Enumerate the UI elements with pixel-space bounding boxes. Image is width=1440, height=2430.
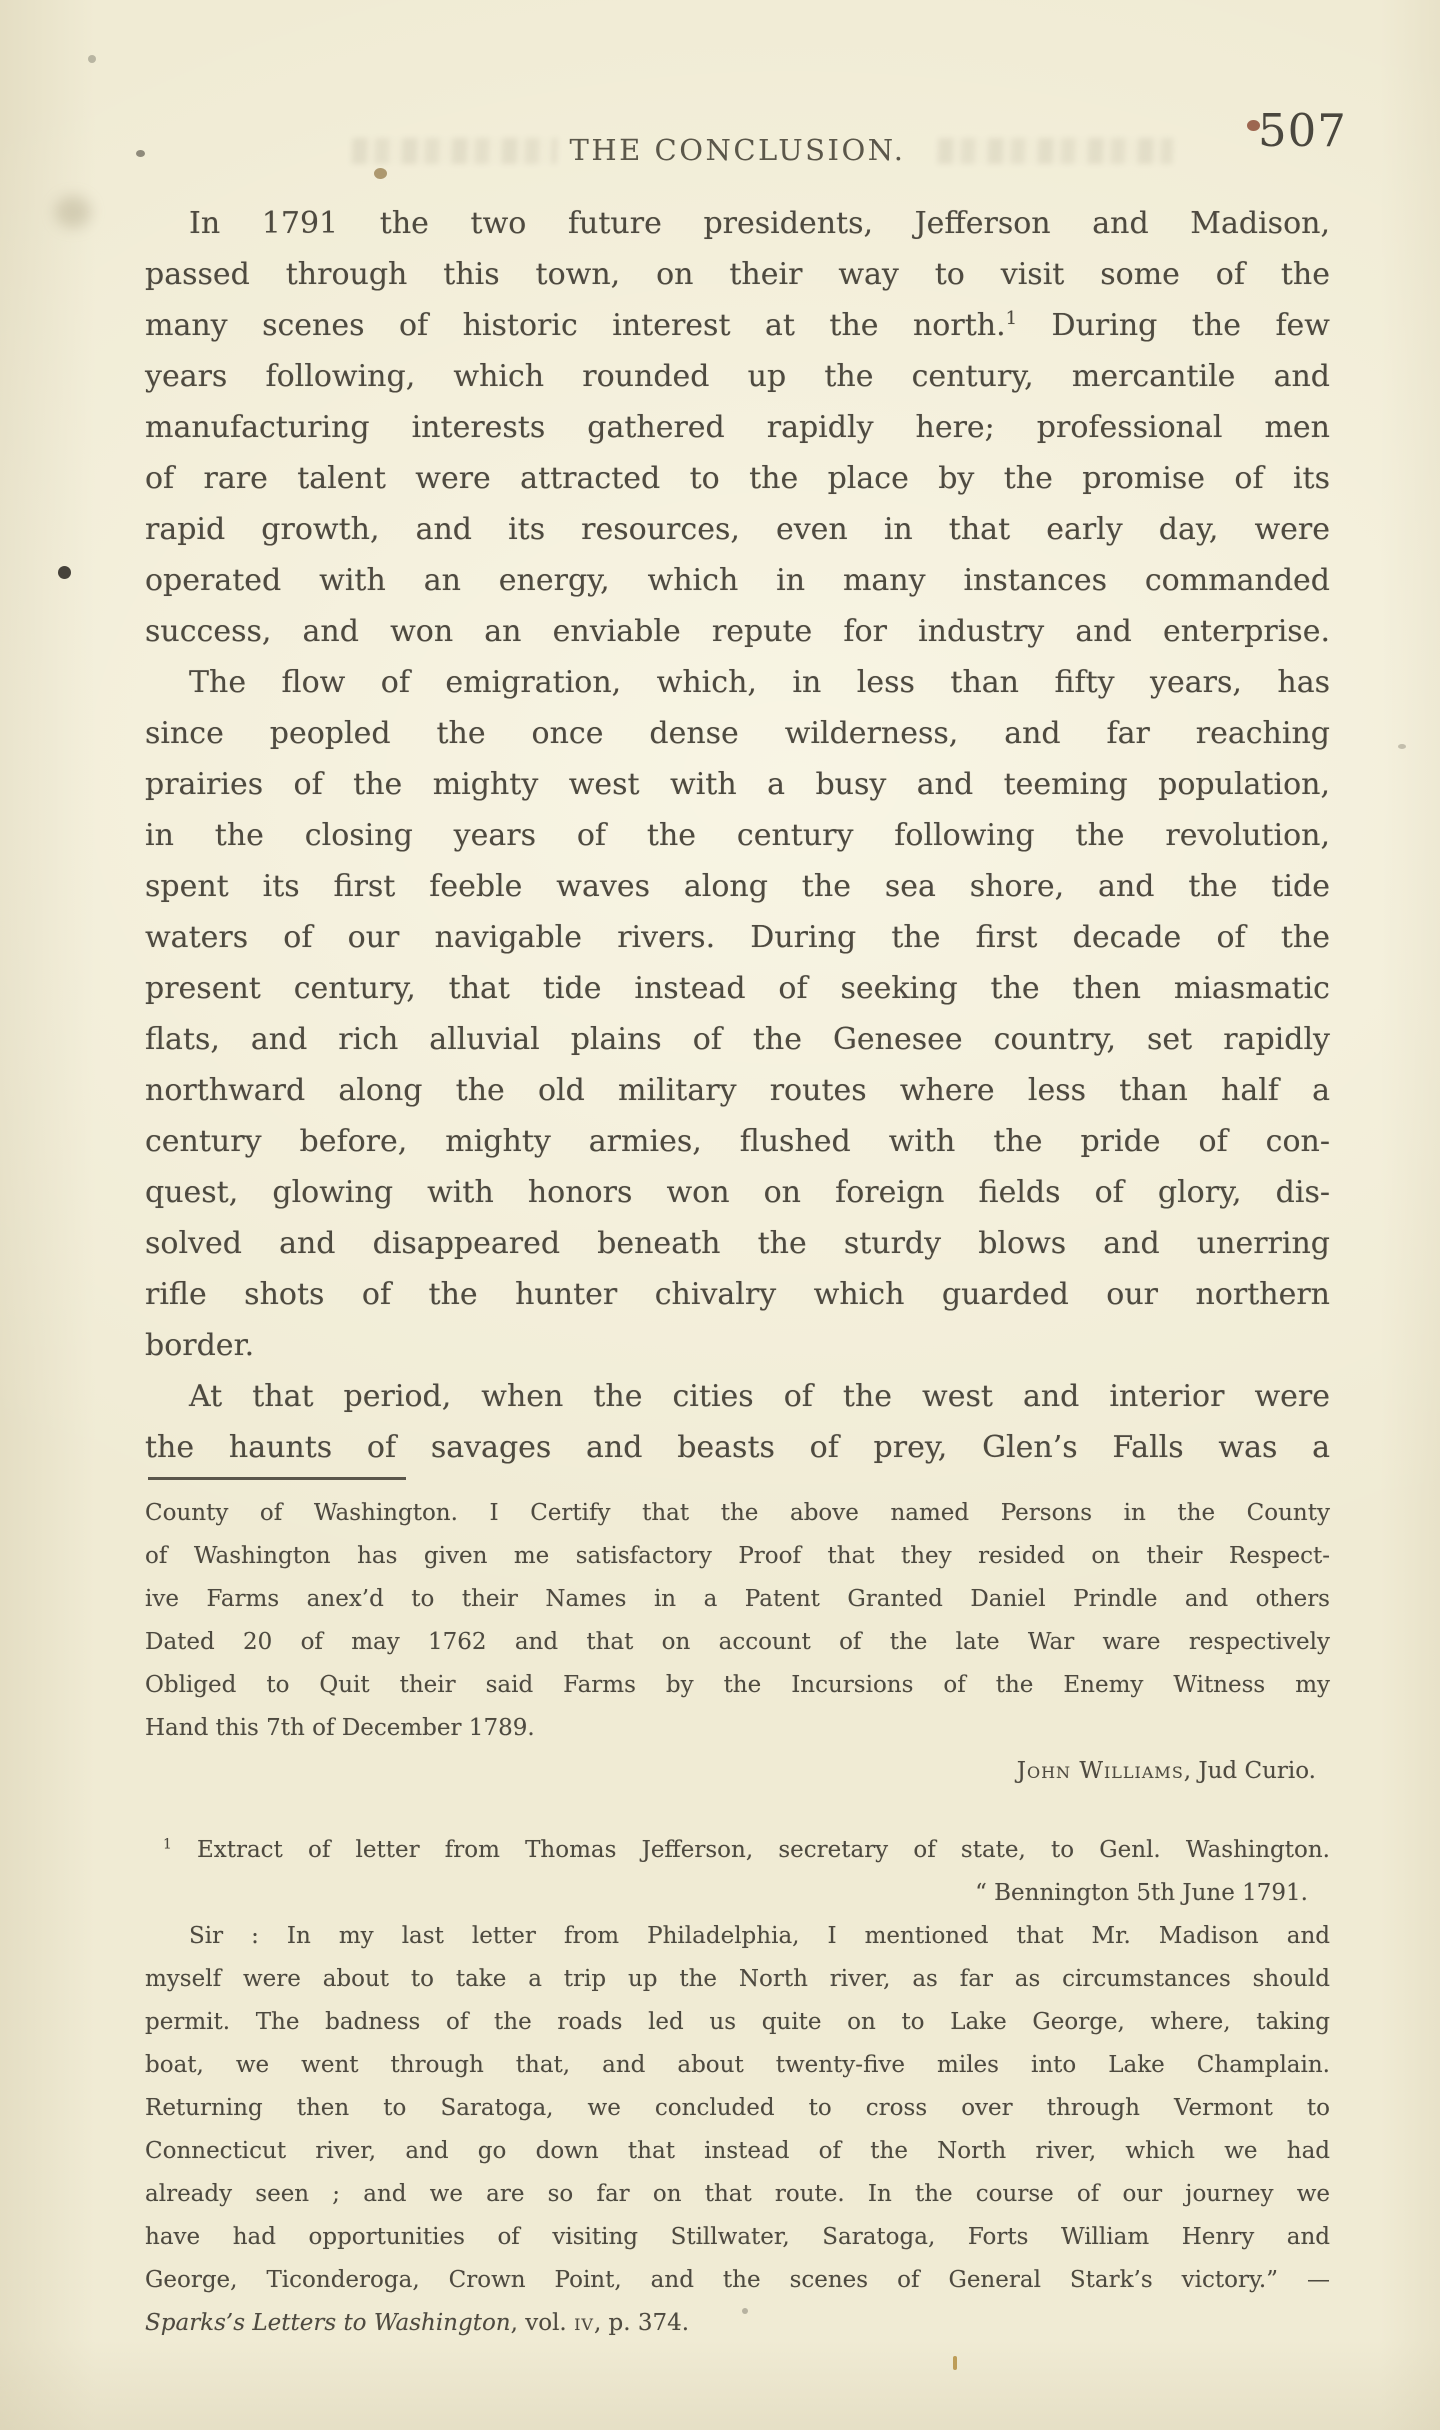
ink-speck bbox=[136, 150, 145, 157]
footnote-signature bbox=[145, 1750, 1330, 1793]
text-line: of Washington has given me satisfactory Proof that they resided on their Respect- bbox=[145, 1543, 1330, 1569]
ink-speck bbox=[88, 55, 96, 63]
text-segment: , p. 374. bbox=[593, 2310, 690, 2336]
text-line: rapid growth, and its resources, even in that early day, were bbox=[145, 512, 1330, 547]
footnote-1 bbox=[145, 1829, 1330, 2345]
source-citation bbox=[145, 2302, 1330, 2345]
text-line: Dated 20 of may 1762 and that on account of the late War ware respectively bbox=[145, 1629, 1330, 1655]
citation-title: Sparks’s Letters to Washington bbox=[145, 2310, 511, 2336]
text-line bbox=[145, 1829, 1330, 1872]
text-line: present century, that tide instead of seeking the then miasmatic bbox=[145, 971, 1330, 1006]
text-line: the haunts of savages and beasts of prey, Glen’s Falls was a bbox=[145, 1430, 1330, 1465]
text-line: waters of our navigable rivers. During the first decade of the bbox=[145, 920, 1330, 955]
text-segment: many scenes of historic interest at the north. bbox=[145, 308, 1006, 343]
text-line: have had opportunities of visiting Stillwater, Saratoga, Forts William Henry and bbox=[145, 2224, 1330, 2250]
text-line: since peopled the once dense wilderness, and far reaching bbox=[145, 716, 1330, 751]
ink-speck bbox=[58, 566, 71, 579]
text-line: of rare talent were attracted to the place by the promise of its bbox=[145, 461, 1330, 496]
footnote-gap bbox=[145, 1793, 1330, 1829]
text-line: passed through this town, on their way to visit some of the bbox=[145, 257, 1330, 292]
footnote-separator bbox=[148, 1477, 406, 1480]
text-line bbox=[145, 300, 1330, 351]
signature-title: , Jud Curio. bbox=[1183, 1758, 1316, 1784]
text-line: already seen ; and we are so far on that route. In the course of our journey we bbox=[145, 2181, 1330, 2207]
text-line: ive Farms anex’d to their Names in a Patent Granted Daniel Prindle and others bbox=[145, 1586, 1330, 1612]
paper-stain bbox=[55, 196, 91, 228]
text-line: northward along the old military routes where less than half a bbox=[145, 1073, 1330, 1108]
text-line: quest, glowing with honors won on foreign fields of glory, dis- bbox=[145, 1175, 1330, 1210]
footnote-reference: 1 bbox=[163, 1836, 172, 1853]
ink-speck bbox=[953, 2356, 957, 2370]
body-text bbox=[145, 198, 1330, 1473]
text-line: myself were about to take a trip up the North river, as far as circumstances should bbox=[145, 1966, 1330, 1992]
text-line: Hand this 7th of December 1789. bbox=[145, 1715, 535, 1741]
text-line: Sir : In my last letter from Philadelphia, I mentioned that Mr. Madison and bbox=[189, 1923, 1330, 1949]
text-line: In 1791 the two future presidents, Jefferson and Madison, bbox=[189, 206, 1330, 241]
footnotes-block bbox=[145, 1492, 1330, 2345]
text-line: in the closing years of the century following the revolution, bbox=[145, 818, 1330, 853]
signature-name: John Williams bbox=[1016, 1758, 1184, 1784]
text-line: spent its first feeble waves along the sea shore, and the tide bbox=[145, 869, 1330, 904]
footnote-reference: 1 bbox=[1005, 308, 1018, 329]
text-line: solved and disappeared beneath the sturdy blows and unerring bbox=[145, 1226, 1330, 1261]
paragraph bbox=[145, 198, 1330, 657]
text-segment: Extract of letter from Thomas Jefferson, secretary of state, to Genl. Washington. bbox=[171, 1837, 1330, 1863]
text-line: George, Ticonderoga, Crown Point, and the scenes of General Stark’s victory.” — bbox=[145, 2267, 1330, 2293]
ink-speck bbox=[1398, 744, 1406, 749]
ink-speck bbox=[374, 168, 387, 179]
text-line: At that period, when the cities of the west and interior were bbox=[189, 1379, 1330, 1414]
paragraph bbox=[145, 657, 1330, 1371]
text-line: prairies of the mighty west with a busy and teeming population, bbox=[145, 767, 1330, 802]
citation-volume: iv bbox=[574, 2310, 594, 2336]
text-line: years following, which rounded up the century, mercantile and bbox=[145, 359, 1330, 394]
footnote-continued bbox=[145, 1492, 1330, 1793]
text-line: Obliged to Quit their said Farms by the Incursions of the Enemy Witness my bbox=[145, 1672, 1330, 1698]
text-line: rifle shots of the hunter chivalry which guarded our northern bbox=[145, 1277, 1330, 1312]
page-number: 507 bbox=[1258, 104, 1347, 157]
text-segment: , vol. bbox=[510, 2310, 575, 2336]
text-line: manufacturing interests gathered rapidly here; professional men bbox=[145, 410, 1330, 445]
text-line: century before, mighty armies, flushed with the pride of con- bbox=[145, 1124, 1330, 1159]
text-line: The flow of emigration, which, in less than fifty years, has bbox=[189, 665, 1330, 700]
text-segment: During the few bbox=[1017, 308, 1330, 343]
text-line: permit. The badness of the roads led us quite on to Lake George, where, taking bbox=[145, 2009, 1330, 2035]
running-head-title: THE CONCLUSION. bbox=[569, 133, 906, 167]
text-line: flats, and rich alluvial plains of the Genesee country, set rapidly bbox=[145, 1022, 1330, 1057]
text-line: Returning then to Saratoga, we concluded to cross over through Vermont to bbox=[145, 2095, 1330, 2121]
text-line: County of Washington. I Certify that the above named Persons in the County bbox=[145, 1500, 1330, 1526]
letter-dateline: “ Bennington 5th June 1791. bbox=[975, 1880, 1308, 1906]
text-line: border. bbox=[145, 1328, 255, 1363]
text-line: operated with an energy, which in many instances commanded bbox=[145, 563, 1330, 598]
text-line: Connecticut river, and go down that instead of the North river, which we had bbox=[145, 2138, 1330, 2164]
paragraph bbox=[145, 1371, 1330, 1473]
text-line: boat, we went through that, and about twenty-five miles into Lake Champlain. bbox=[145, 2052, 1330, 2078]
text-line: success, and won an enviable repute for industry and enterprise. bbox=[145, 614, 1330, 649]
